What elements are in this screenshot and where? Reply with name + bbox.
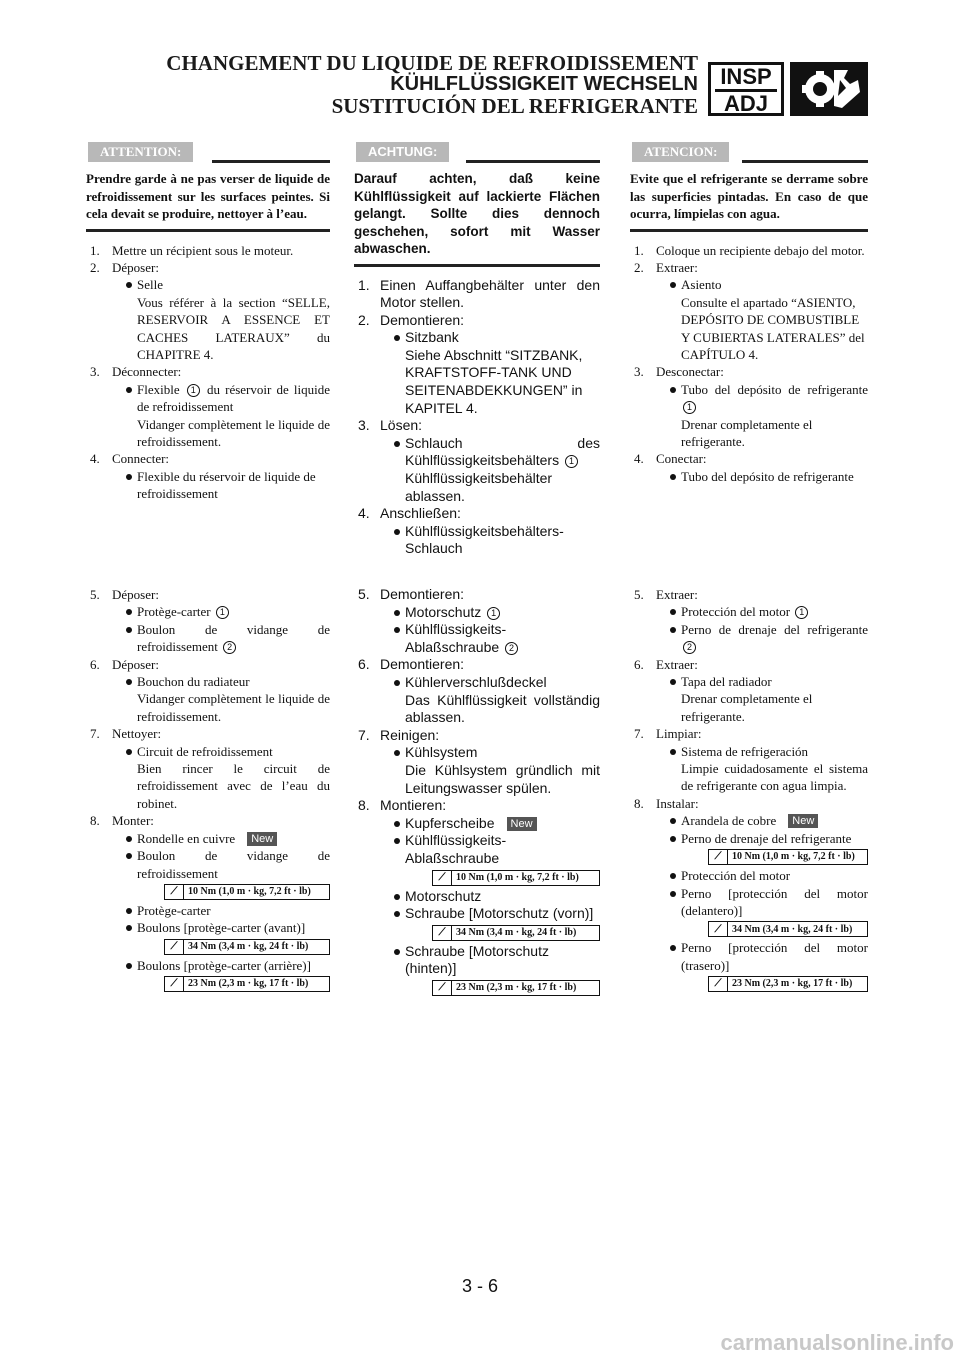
list-item: Sistema de refrigeración <box>668 743 868 760</box>
note: Das Kühlflüssigkeit vollständig ablassen. <box>405 691 600 726</box>
step-3: 3. Desconectar: Tubo del depósito de refrigerante 1 Drenar completamente el refrigerante. <box>634 364 868 449</box>
warning-text: Prendre garde à ne pas verser de liquide de refroidissement sur les surfaces peintes. Si cela devait se produire, nettoyer à l’eau. <box>86 171 330 221</box>
steps-list <box>86 242 330 503</box>
step-2: 2. Demontieren: Sitzbank Siehe Abschnitt “SITZBANK, KRAFTSTOFF-TANK UND SEITENABDEKKUNGEN” in KAPITEL 4. <box>354 312 600 418</box>
new-badge: New <box>788 814 818 828</box>
watermark: carmanualsonline.info <box>720 1330 954 1355</box>
steps-list <box>354 277 600 559</box>
step-3: 3. Déconnecter: Flexible 1 du réservoir de liquide de refroidissement Vidanger complètement le liquide de refroidissement. <box>90 364 331 449</box>
warning-header <box>86 142 330 166</box>
divider <box>212 160 330 163</box>
steps-list <box>354 586 600 996</box>
list-item: Motorschutz 1 <box>392 604 600 622</box>
list-item: Kühlflüssigkeits-Ablaßschraube <box>392 832 600 867</box>
list-item: Motorschutz <box>392 888 600 906</box>
torque-wrench-icon: ⟋ <box>433 871 452 885</box>
list-item: Perno [protección del motor (delantero)] <box>668 885 868 920</box>
new-badge: New <box>507 817 537 831</box>
warning-text: Evite que el refrigerante se derrame sobre las superficies pintadas. En caso de que ocurra, límpielas con agua. <box>630 171 868 221</box>
torque-spec: ⟋ 34 Nm (3,4 m · kg, 24 ft · lb) <box>708 921 868 937</box>
warning-header <box>630 142 868 166</box>
list-item: Asiento <box>668 276 868 293</box>
step-2: 2. Extraer: Asiento Consulte el apartado “ASIENTO, DEPÓSITO DE COMBUSTIBLE Y CUBIERTAS LATERALES” del CAPÍTULO 4. <box>630 259 868 363</box>
list-item: Boulon de vidange de refroidissement <box>124 847 330 882</box>
list-item: Boulon de vidange de refroidissement 2 <box>124 621 330 656</box>
note: Bien rincer le circuit de refroidissement avec de l’eau du robinet. <box>137 761 330 811</box>
list-item: Schraube [Motorschutz (hinten)] <box>392 943 600 978</box>
note: Siehe Abschnitt “SITZBANK, KRAFTSTOFF-TANK UND SEITENABDEKKUNGEN” in KAPITEL 4. <box>405 346 583 416</box>
torque-spec: ⟋ 10 Nm (1,0 m · kg, 7,2 ft · lb) <box>708 849 868 865</box>
step-5: 5. Extraer: Protección del motor 1 Perno de drenaje del refrigerante 2 <box>630 586 868 656</box>
torque-wrench-icon: ⟋ <box>709 922 728 936</box>
note: Drenar completamente el refrigerante. <box>681 416 813 449</box>
divider <box>354 264 600 267</box>
list-item: Protège-carter 1 <box>124 603 330 620</box>
step-4: 4. Anschließen: Kühlflüssigkeitsbehälters-Schlauch <box>354 505 600 558</box>
list-item: Kühlerverschlußdeckel <box>392 674 600 692</box>
torque-spec: ⟋ 10 Nm (1,0 m · kg, 7,2 ft · lb) <box>432 870 600 886</box>
title-es: SUSTITUCIÓN DEL REFRIGERANTE <box>331 94 698 118</box>
note: Limpie cuidadosamente el sistema de refrigerante con agua limpia. <box>681 761 868 794</box>
column-french <box>86 142 330 503</box>
torque-wrench-icon: ⟋ <box>165 885 184 899</box>
divider <box>466 160 600 163</box>
list-item: Boulons [protège-carter (arrière)] <box>124 957 330 974</box>
step-7: 7. Reinigen: Kühlsystem Die Kühlsystem gründlich mit Leitungswasser spülen. <box>358 726 600 796</box>
ref-1: 1 <box>187 384 200 397</box>
torque-spec: ⟋ 34 Nm (3,4 m · kg, 24 ft · lb) <box>432 925 600 941</box>
page-number: 3 - 6 <box>461 1276 499 1296</box>
list-item: Kupferscheibe New <box>392 815 600 833</box>
step-7: 7. Limpiar: Sistema de refrigeración Limpie cuidadosamente el sistema de refrigerante con agua limpia. <box>634 726 868 794</box>
column-spanish-part2 <box>630 586 868 994</box>
list-item: Tapa del radiador <box>668 673 868 690</box>
torque-spec: ⟋ 34 Nm (3,4 m · kg, 24 ft · lb) <box>164 939 330 955</box>
list-item: Flexible 1 du réservoir de liquide de refroidissement <box>124 381 330 416</box>
warning-label: ATTENTION: <box>88 142 193 162</box>
column-french-part2 <box>86 586 330 994</box>
divider <box>742 160 868 163</box>
list-item: Sitzbank <box>392 329 600 347</box>
step-2: 2. Déposer: Selle Vous référer à la section “SELLE, RESERVOIR A ESSENCE ET CACHES LATERAUX” du CHAPITRE 4. <box>90 259 330 362</box>
list-item: Perno [protección del motor (trasero)] <box>668 939 868 974</box>
step-6: 6. Demontieren: Kühlerverschlußdeckel Das Kühlflüssigkeit vollständig ablassen. <box>358 656 600 726</box>
list-item: Selle <box>124 276 330 293</box>
steps-list <box>86 586 330 992</box>
note: Vidanger complètement le liquide de refroidissement. <box>137 416 330 449</box>
list-item: Protège-carter <box>124 902 330 919</box>
warning-header <box>354 142 600 166</box>
wrench-gear-icon <box>790 62 868 116</box>
steps-list <box>630 586 868 992</box>
divider <box>86 229 330 232</box>
badge-top: INSP <box>715 65 777 92</box>
step-1: 1. Einen Auffangbehälter unter den Motor stellen. <box>358 276 600 311</box>
title-de: KÜHLFLÜSSIGKEIT WECHSELN <box>390 73 698 95</box>
list-item: Arandela de cobre New <box>668 812 868 829</box>
list-item: Boulons [protège-carter (avant)] <box>124 919 330 936</box>
note: Vidanger complètement le liquide de refroidissement. <box>137 691 330 724</box>
step-6: 6. Extraer: Tapa del radiador Drenar completamente el refrigerante. <box>630 656 868 726</box>
divider <box>630 229 868 232</box>
list-item: Schraube [Motorschutz (vorn)] <box>392 905 600 923</box>
warning-text: Darauf achten, daß keine Kühlflüssigkeit auf lackierte Flächen gelangt. Sollte dies dennoch geschehen, sofort mit Wasser abwaschen. <box>354 171 600 256</box>
column-german-part2 <box>354 586 600 998</box>
column-german <box>354 142 600 558</box>
list-item: Tubo del depósito de refrigerante 1 <box>668 381 868 416</box>
list-item: Circuit de refroidissement <box>124 743 330 760</box>
note: Drenar completamente el refrigerante. <box>681 691 813 724</box>
list-item: Kühlflüssigkeits-Ablaßschraube 2 <box>392 621 600 656</box>
torque-spec: ⟋ 23 Nm (2,3 m · kg, 17 ft · lb) <box>708 976 868 992</box>
list-item: Protección del motor 1 <box>668 603 868 620</box>
step-5: 5. Déposer: Protège-carter 1 Boulon de vidange de refroidissement 2 <box>90 587 330 655</box>
step-6: 6. Déposer: Bouchon du radiateur Vidanger complètement le liquide de refroidissement. <box>90 656 330 724</box>
torque-spec: ⟋ 23 Nm (2,3 m · kg, 17 ft · lb) <box>432 980 600 996</box>
note: Die Kühlsystem gründlich mit Leitungswasser spülen. <box>405 761 600 796</box>
torque-wrench-icon: ⟋ <box>165 977 184 991</box>
column-spanish <box>630 142 868 485</box>
list-item: Perno de drenaje del refrigerante 2 <box>668 621 868 656</box>
step-4: 4. Conectar: Tubo del depósito de refrigerante <box>630 450 868 485</box>
torque-wrench-icon: ⟋ <box>433 926 452 940</box>
step-5: 5. Demontieren: Motorschutz 1 Kühlflüssigkeits-Ablaßschraube 2 <box>354 586 600 656</box>
torque-wrench-icon: ⟋ <box>433 981 452 995</box>
list-item: Bouchon du radiateur <box>124 673 330 690</box>
list-item: Kühlsystem <box>392 744 600 762</box>
warning-label: ATENCION: <box>632 142 729 162</box>
step-8: 8. Instalar: Arandela de cobre New Perno de drenaje del refrigerante ⟋ 10 Nm (1,0 m · kg, 7,2 ft · lb) Protección del motor Perno [protección del motor (delantero)] ⟋ 34 Nm (3,4 m · kg, 24 ft · lb) Perno [protección del motor (trasero)] ⟋ 23 Nm (2,3 m · kg, 17 ft · lb) <box>630 795 868 992</box>
list-item: Perno de drenaje del refrigerante <box>668 830 868 847</box>
title-fr: CHANGEMENT DU LIQUIDE DE REFROIDISSEMENT <box>166 51 698 75</box>
torque-wrench-icon: ⟋ <box>709 977 728 991</box>
list-item: Schlauch des Kühlflüssigkeitsbehälters 1 <box>392 435 600 470</box>
step-1: 1. Mettre un récipient sous le moteur. <box>90 242 294 258</box>
torque-spec: ⟋ 23 Nm (2,3 m · kg, 17 ft · lb) <box>164 976 330 992</box>
warning-label: ACHTUNG: <box>356 142 449 162</box>
step-7: 7. Nettoyer: Circuit de refroidissement Bien rincer le circuit de refroidissement avec de l’eau du robinet. <box>90 726 330 811</box>
badge-bottom: ADJ <box>723 91 768 116</box>
torque-wrench-icon: ⟋ <box>165 940 184 954</box>
list-item: Tubo del depósito de refrigerante <box>668 468 868 485</box>
note: Vous référer à la section “SELLE, RESERVOIR A ESSENCE ET CACHES LATERAUX” du CHAPITRE 4. <box>137 294 330 362</box>
note: Kühlflüssigkeitsbehälter ablassen. <box>405 470 553 504</box>
step-8: 8. Montieren: Kupferscheibe New Kühlflüssigkeits-Ablaßschraube ⟋ 10 Nm (1,0 m · kg, 7,2 ft · lb) Motorschutz Schraube [Motorschutz (vorn)] ⟋ 34 Nm (3,4 m · kg, 24 ft · lb) Schraube [Motorschutz (hinten)] ⟋ 23 Nm (2,3 m · kg, 17 ft · lb) <box>354 797 600 996</box>
list-item: Rondelle en cuivre New <box>124 830 330 847</box>
step-3: 3. Lösen: Schlauch des Kühlflüssigkeitsbehälters 1 Kühlflüssigkeitsbehälter ablassen. <box>358 417 600 504</box>
step-8: 8. Monter: Rondelle en cuivre New Boulon de vidange de refroidissement ⟋ 10 Nm (1,0 m · kg, 7,2 ft · lb) Protège-carter Boulons [protège-carter (avant)] ⟋ 34 Nm (3,4 m · kg, 24 ft · lb) Boulons [protège-carter (arrière)] ⟋ 23 Nm (2,3 m · kg, 17 ft · lb) <box>86 812 330 992</box>
step-4: 4. Connecter: Flexible du réservoir de liquide de refroidissement <box>86 450 330 502</box>
steps-list <box>630 242 868 486</box>
list-item: Flexible du réservoir de liquide de refroidissement <box>124 468 330 503</box>
list-item: Protección del motor <box>668 867 868 884</box>
new-badge: New <box>247 832 277 846</box>
step-1: 1. Coloque un recipiente debajo del motor. <box>634 242 865 258</box>
insp-adj-badge <box>708 62 784 116</box>
torque-spec: ⟋ 10 Nm (1,0 m · kg, 7,2 ft · lb) <box>164 884 330 900</box>
torque-wrench-icon: ⟋ <box>709 850 728 864</box>
note: Consulte el apartado “ASIENTO, DEPÓSITO DE COMBUSTIBLE Y CUBIERTAS LATERALES” del CAPÍTULO 4. <box>681 294 865 362</box>
list-item: Kühlflüssigkeitsbehälters-Schlauch <box>392 523 600 558</box>
page-header-titles <box>166 52 698 117</box>
